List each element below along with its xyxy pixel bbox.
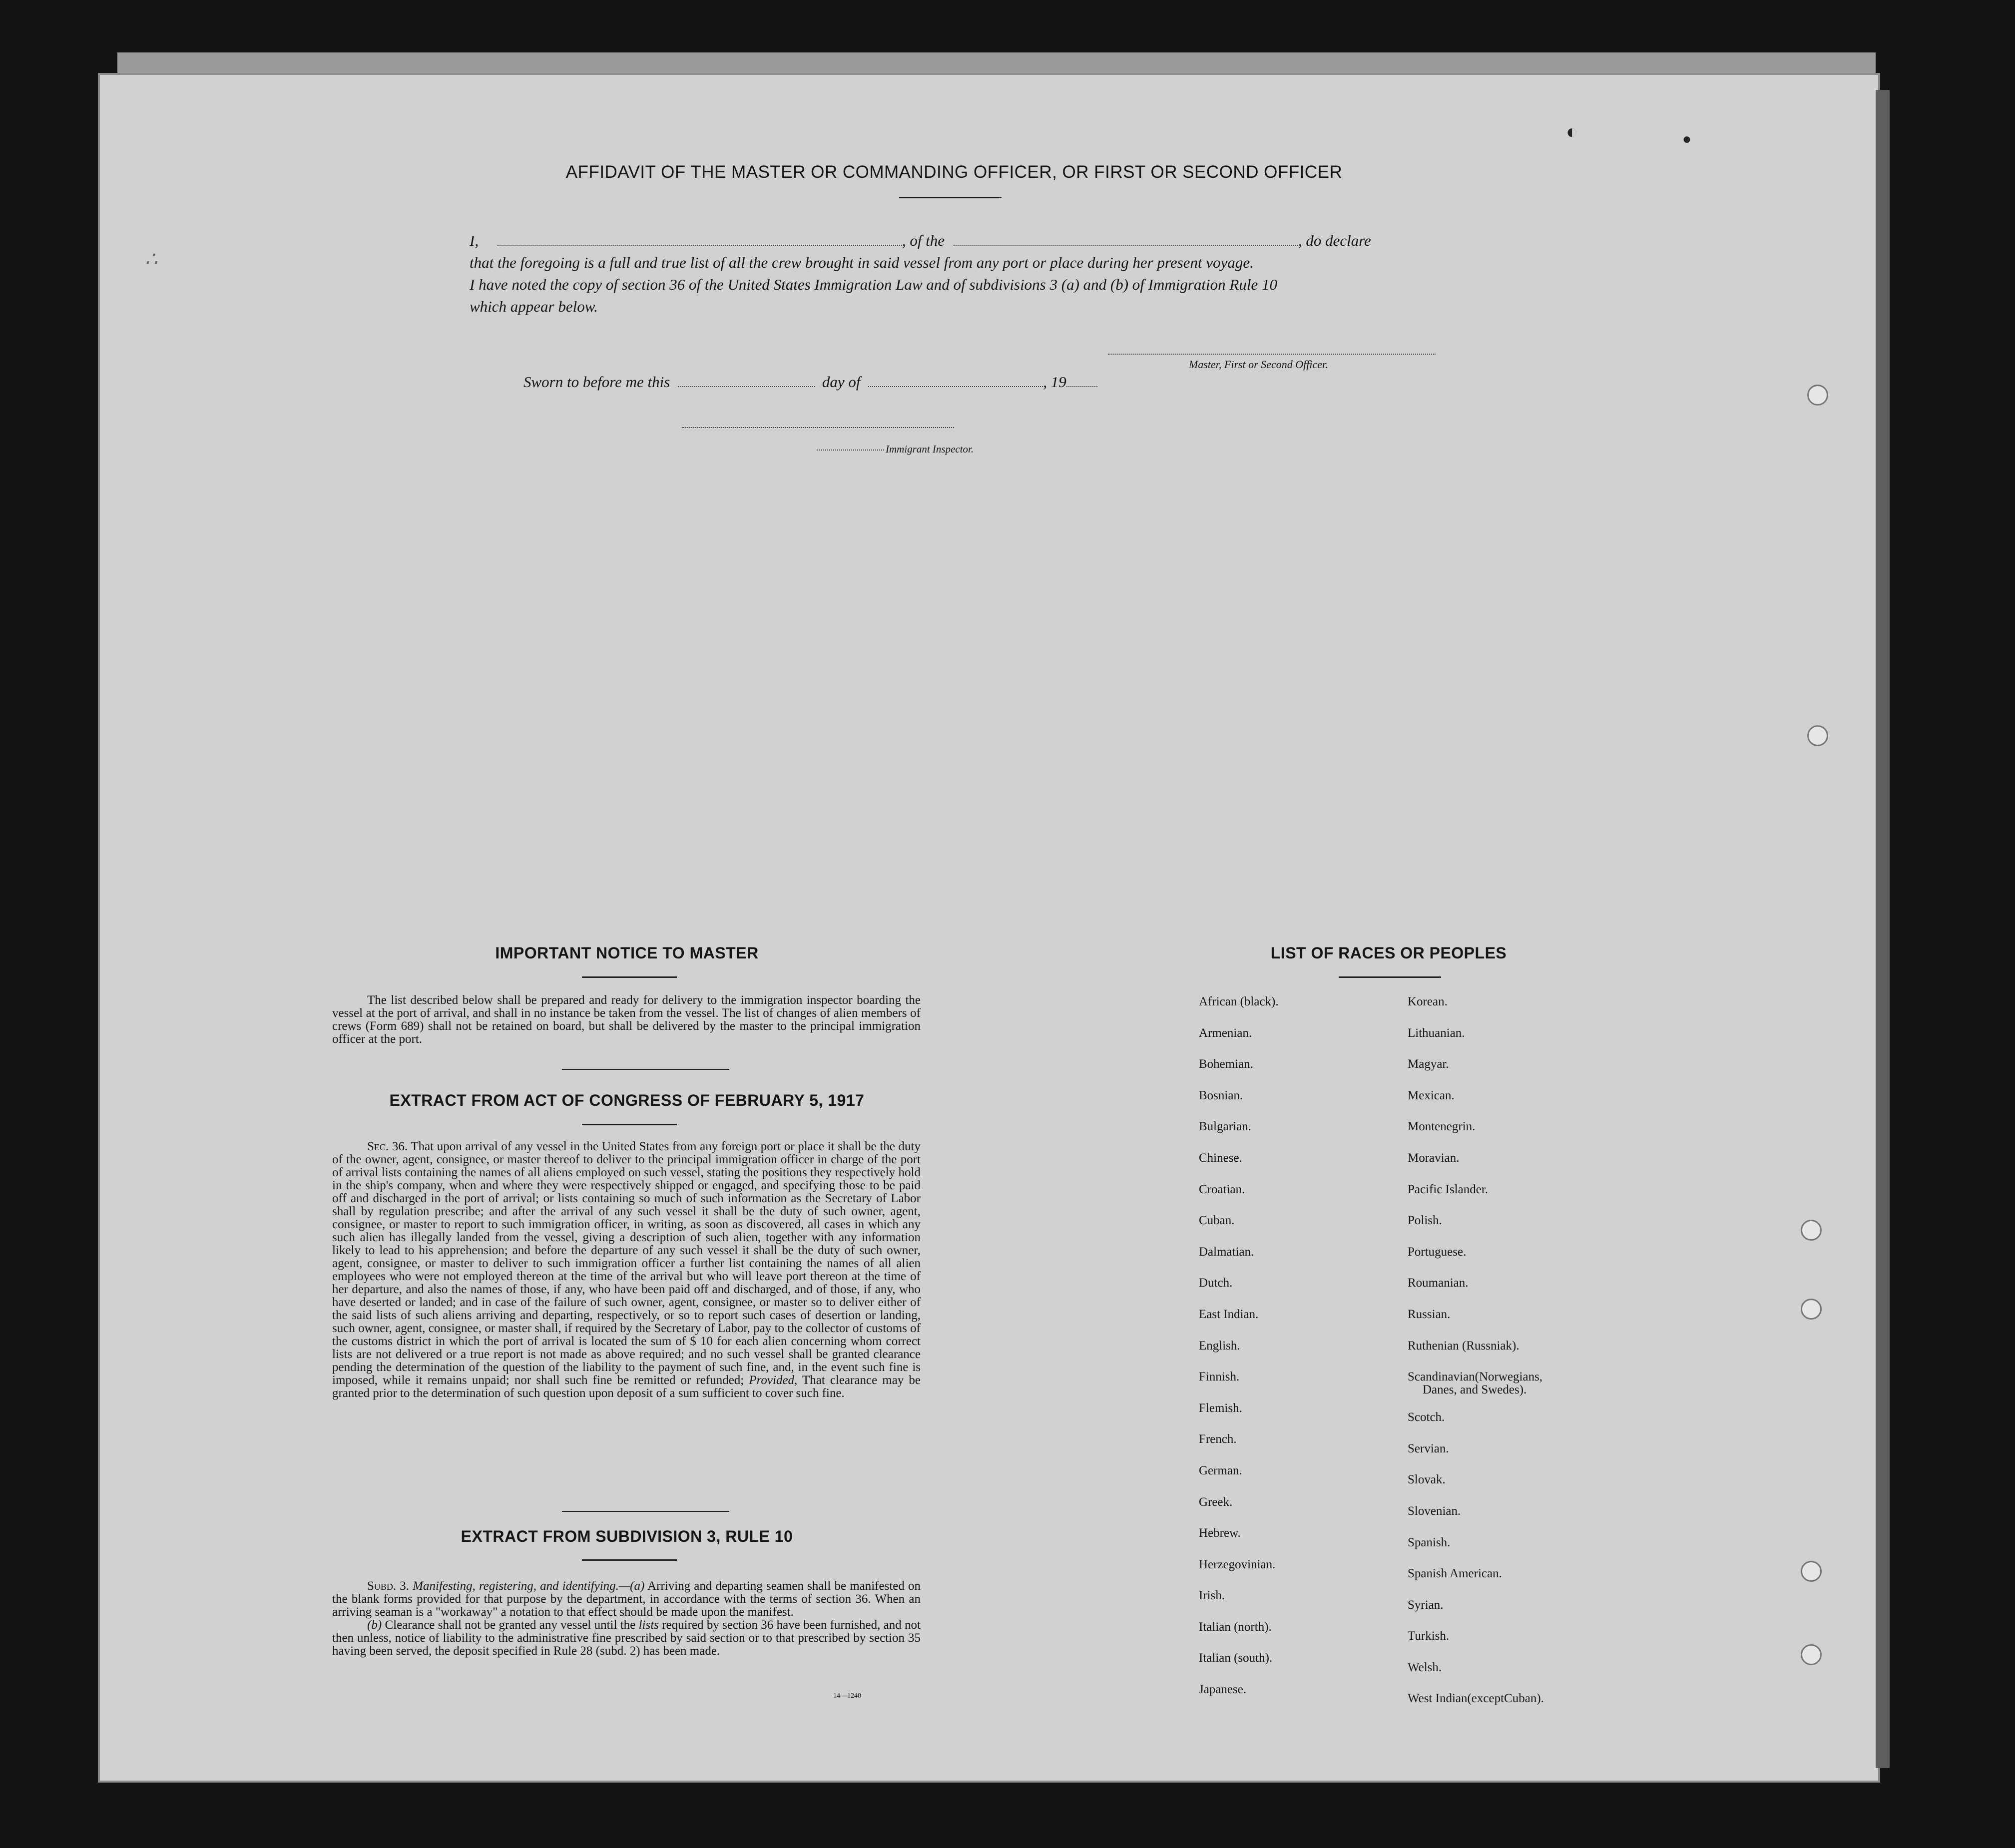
margin-smudge: ∴ [145,248,158,270]
race-item: West Indian(exceptCuban). [1408,1692,1544,1706]
vessel-blank[interactable] [954,231,1298,246]
races-underline [1339,976,1441,978]
race-item: Russian. [1408,1307,1451,1321]
binder-hole [1801,1299,1822,1320]
act-paragraph [332,1140,921,1400]
rule-body [332,1580,921,1658]
i-label: I, [470,232,479,249]
binder-hole [1807,725,1828,746]
race-item: Italian (south). [1199,1651,1273,1665]
notice-underline [582,976,677,978]
of-the-label: , of the [902,232,945,249]
name-blank[interactable] [498,231,902,246]
notice-divider [562,1069,729,1070]
race-item: Spanish American. [1408,1567,1502,1581]
master-signature-caption: Master, First or Second Officer. [1189,358,1328,371]
sworn-line [523,372,1097,391]
notice-body [332,994,921,1046]
year-prefix: , 19 [1043,373,1066,391]
page-binding-edge [1876,90,1890,1768]
race-item: Lithuanian. [1408,1026,1465,1040]
b-label: (b) [367,1618,382,1632]
declaration-line-2: that the foregoing is a full and true list of all the crew brought in said vessel from any port or place during her present voyage. [470,254,1254,271]
race-item: Roumanian. [1408,1276,1469,1290]
binder-hole [1801,1561,1822,1582]
b-body-2: required by section 36 have been furnished, and not then unless, notice of liability to the administrative fine prescribed by said section or to that prescribed by section 35 having been served, the deposit specified in Rule 28 (subd. 2) has been made. [332,1618,921,1658]
race-item: East Indian. [1199,1307,1259,1321]
race-item: Mexican. [1408,1088,1455,1102]
rule-underline [582,1559,677,1561]
race-item: Finnish. [1199,1370,1240,1384]
race-item: Bohemian. [1199,1057,1254,1071]
race-item: Welsh. [1408,1660,1442,1674]
race-item: Dutch. [1199,1276,1233,1290]
race-item: Ruthenian (Russniak). [1408,1339,1519,1353]
race-item: Japanese. [1199,1683,1247,1697]
title-underline [899,197,1002,198]
rule-title: EXTRACT FROM SUBDIVISION 3, RULE 10 [461,1527,793,1545]
form-page [100,75,1878,1781]
act-body-b: That clearance may be granted prior to the determination of such question upon deposit of a sum sufficient to cover such fine. [332,1374,921,1400]
act-body-a: That upon arrival of any vessel in the United States from any foreign port or place it shall be the duty of the owner, agent, consignee, or master thereof to deliver to the principal immigration officer in charge of the port of arrival lists containing the names of all aliens employed on such vessel, stating the positions they respectively hold in the ship's company, when and where they were respectively shipped or engaged, and specifying those to be paid off and discharged in the port of arrival; or lists containing so much of such information as the Secretary of Labor shall by regulation prescribe; and after the arrival of any such vessel it shall be the duty of such owner, agent, consignee, or master to report to such immigration officer, in writing, as soon as discovered, all cases in which any such alien has illegally landed from the vessel, giving a description of such alien, together with any information likely to lead to his apprehension; and before the departure of any such vessel it shall be the duty of such owner, agent, consignee, or master to deliver to such immigration officer a further list containing the names of all alien employees who were not employed thereon at the time of the arrival but who will leave port thereon at the time of her departure, and also the names of those, if any, who have been paid off and discharged, and of those, if any, who have deserted or landed; and in case of the failure of such owner, agent, consignee, or master so to deliver either of the said lists of such aliens arriving and departing, respectively, or so to report such cases of desertion or landing, such owner, agent, consignee, or master shall, if required by the Secretary of Labor, pay to the collector of customs of the customs district in which the port of arrival is located the sum of $ 10 for each alien concerning whom correct lists are not delivered or a true report is not made as above required; and no such vessel shall be granted clearance pending the determination of the question of the liability to the payment of such fine, and, in the event such fine is imposed, while it remains unpaid; nor shall such fine be remitted or refunded; [332,1140,921,1387]
inspector-caption-leader [817,450,884,451]
act-section-36 [332,1140,921,1400]
races-right-column [1408,986,1544,1715]
race-item: African (black). [1199,995,1279,1008]
notice-paragraph: The list described below shall be prepared and ready for delivery to the immigration inspector boarding the vessel at the port of arrival, and shall in no instance be taken from the vessel. The list of changes of alien members of crews (Form 689) shall not be retained on board, but shall be delivered by the master to the principal immigration officer at the port. [332,993,921,1046]
binder-hole [1801,1220,1822,1241]
sworn-prefix: Sworn to before me this [523,373,670,391]
race-item: Dalmatian. [1199,1245,1254,1259]
race-item: Armenian. [1199,1026,1252,1040]
binder-hole [1801,1644,1822,1665]
sworn-year-blank[interactable] [1066,372,1097,387]
act-underline [582,1124,677,1125]
sworn-month-blank[interactable] [868,372,1043,387]
race-item: Bosnian. [1199,1088,1243,1102]
race-item: Herzegovinian. [1199,1557,1276,1571]
affidavit-title: AFFIDAVIT OF THE MASTER OR COMMANDING OFFICER, OR FIRST OR SECOND OFFICER [565,162,1343,182]
race-item: Scotch. [1408,1410,1445,1424]
day-of-label: day of [822,373,861,391]
section-label: Sec. 36. [367,1140,408,1153]
declaration-line-3: I have noted the copy of section 36 of the United States Immigration Law and of subdivisions 3 (a) and (b) of Immigration Rule 10 [470,276,1277,293]
race-item: Italian (north). [1199,1620,1272,1634]
race-item: Danes, and Swedes). [1423,1383,1527,1397]
race-item: Cuban. [1199,1214,1235,1228]
declaration-line-4: which appear below. [470,298,598,315]
race-item: Spanish. [1408,1535,1451,1549]
act-divider [562,1511,729,1512]
races-left-column [1199,986,1279,1706]
stray-mark: ● [1682,131,1692,147]
notice-title: IMPORTANT NOTICE TO MASTER [495,944,759,962]
inspector-signature-line[interactable] [682,427,954,428]
stray-mark: ◐ [1566,120,1578,143]
race-item: Montenegrin. [1408,1120,1476,1134]
race-item: Irish. [1199,1589,1225,1603]
race-item: Polish. [1408,1214,1442,1228]
race-item: Korean. [1408,995,1448,1008]
subd-label: Subd. 3. [367,1579,410,1593]
rule-paragraph-b [332,1619,921,1658]
race-item: Magyar. [1408,1057,1449,1071]
master-signature-line[interactable] [1108,354,1436,355]
inspector-caption: Immigrant Inspector. [886,443,974,455]
race-item: Flemish. [1199,1401,1242,1415]
race-item: Slovak. [1408,1473,1446,1487]
race-item: Portuguese. [1408,1245,1467,1259]
race-item: Bulgarian. [1199,1120,1251,1134]
provided-label: Provided, [749,1374,798,1387]
act-title: EXTRACT FROM ACT OF CONGRESS OF FEBRUARY 5, 1917 [389,1091,865,1109]
subd-heading: Manifesting, registering, and identifying.—(a) [413,1579,645,1593]
race-item: Croatian. [1199,1182,1245,1196]
race-item: Turkish. [1408,1629,1450,1643]
race-item: English. [1199,1339,1240,1353]
b-lists: lists [638,1618,659,1632]
b-body-1: Clearance shall not be granted any vessel until the [385,1618,636,1632]
form-number: 14—1240 [833,1692,861,1700]
binder-hole [1807,385,1828,406]
race-item: German. [1199,1463,1242,1477]
race-item: Servian. [1408,1441,1449,1455]
declaration-line-1 [470,230,1439,252]
declaration-text [470,230,1439,318]
race-item: Slovenian. [1408,1504,1461,1518]
race-item: Pacific Islander. [1408,1182,1489,1196]
race-item: Moravian. [1408,1151,1460,1165]
race-item: Chinese. [1199,1151,1242,1165]
subd-body: Arriving and departing seamen shall be manifested on the blank forms provided for that purpose by the department, in accordance with the terms of section 36. When an arriving seaman is a "workaway" a notation to that effect should be made upon the manifest. [332,1579,921,1619]
sworn-day-blank[interactable] [678,372,815,387]
race-item: Hebrew. [1199,1526,1241,1540]
rule-paragraph-a [332,1580,921,1619]
race-item: Syrian. [1408,1598,1444,1612]
race-item: Scandinavian(Norwegians, [1408,1370,1543,1384]
races-title: LIST OF RACES OR PEOPLES [1270,944,1507,962]
race-item: French. [1199,1432,1237,1446]
do-declare-label: , do declare [1298,232,1371,249]
race-item: Greek. [1199,1495,1233,1509]
